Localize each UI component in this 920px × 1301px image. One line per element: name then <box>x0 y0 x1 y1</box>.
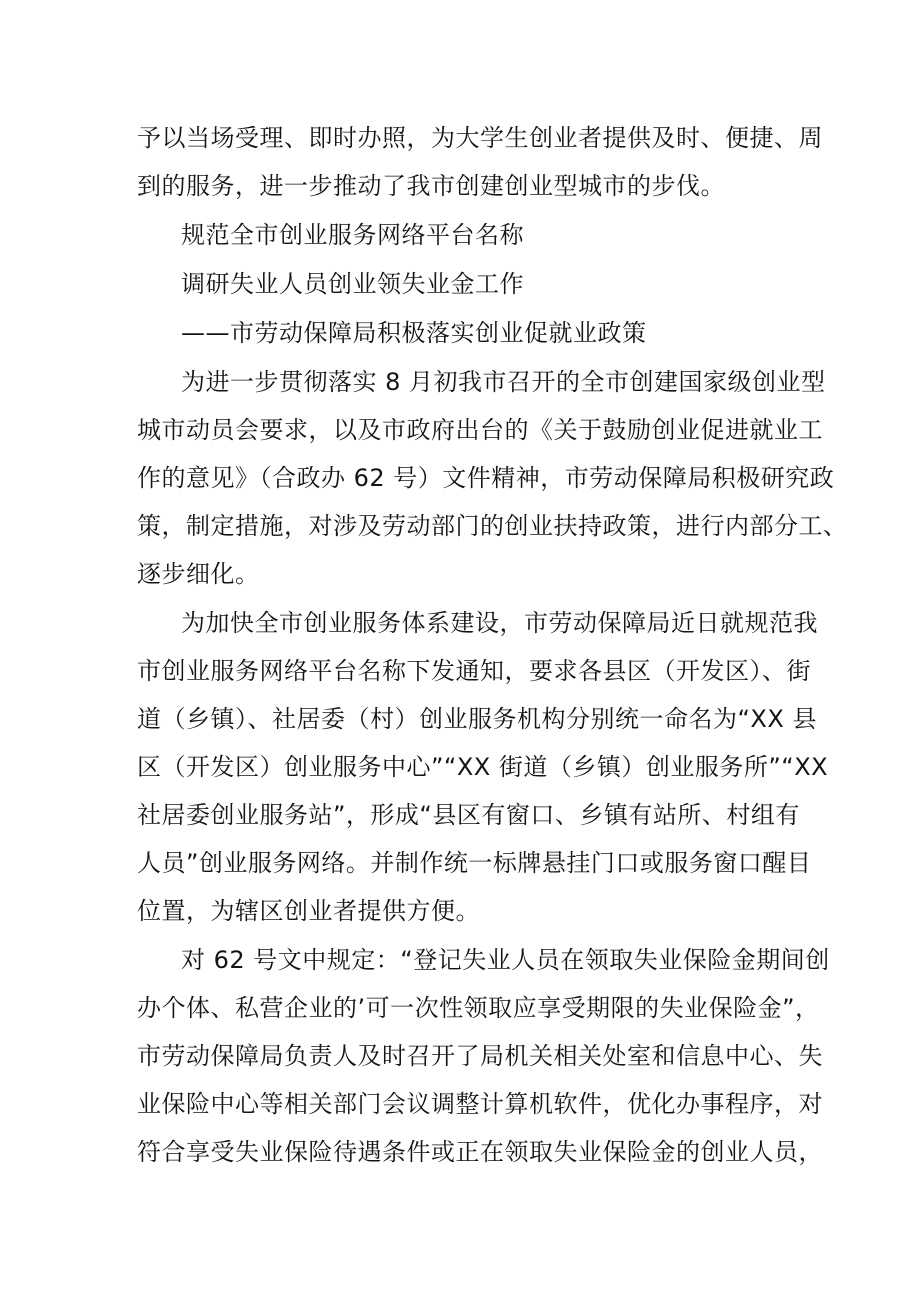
text-line: 道（乡镇）、社居委（村）创业服务机构分别统一命名为“XX 县 <box>137 705 817 733</box>
text-line: 社居委创业服务站”，形成“县区有窗口、乡镇有站所、村组有 <box>137 801 800 829</box>
text-line: 市劳动保障局负责人及时召开了局机关相关处室和信息中心、失 <box>137 1042 823 1070</box>
text-line: 策，制定措施，对涉及劳动部门的创业扶持政策，进行内部分工、 <box>137 512 848 540</box>
text-line: 符合享受失业保险待遇条件或正在领取失业保险金的创业人员， <box>137 1138 823 1166</box>
text-line: 位置，为辖区创业者提供方便。 <box>137 897 480 925</box>
section-subtitle: ——市劳动保障局积极落实创业促就业政策 <box>181 319 647 347</box>
section-heading: 调研失业人员创业领失业金工作 <box>181 270 524 298</box>
text-line: 为加快全市创业服务体系建设，市劳动保障局近日就规范我 <box>181 609 818 637</box>
text-line: 区（开发区）创业服务中心”“XX 街道（乡镇）创业服务所”“XX <box>137 753 829 781</box>
text-line: 人员”创业服务网络。并制作统一标牌悬挂门口或服务窗口醒目 <box>137 849 812 877</box>
section-heading: 规范全市创业服务网络平台名称 <box>181 221 524 249</box>
text-line: 为进一步贯彻落实 8 月初我市召开的全市创建国家级创业型 <box>181 368 826 396</box>
text-line: 市创业服务网络平台名称下发通知，要求各县区（开发区）、街 <box>137 657 811 685</box>
text-line: 业保险中心等相关部门会议调整计算机软件，优化办事程序，对 <box>137 1090 823 1118</box>
text-line: 予以当场受理、即时办照，为大学生创业者提供及时、便捷、周 <box>137 124 823 152</box>
text-line: 到的服务，进一步推动了我市创建创业型城市的步伐。 <box>137 172 725 200</box>
text-line: 城市动员会要求，以及市政府出台的《关于鼓励创业促进就业工 <box>137 416 823 444</box>
text-line: 逐步细化。 <box>137 560 260 588</box>
text-line: 办个体、私营企业的’可一次性领取应享受期限的失业保险金”， <box>137 994 820 1022</box>
text-line: 作的意见》（合政办 62 号）文件精神，市劳动保障局积极研究政 <box>137 464 835 492</box>
text-line: 对 62 号文中规定：“登记失业人员在领取失业保险金期间创 <box>181 946 830 974</box>
